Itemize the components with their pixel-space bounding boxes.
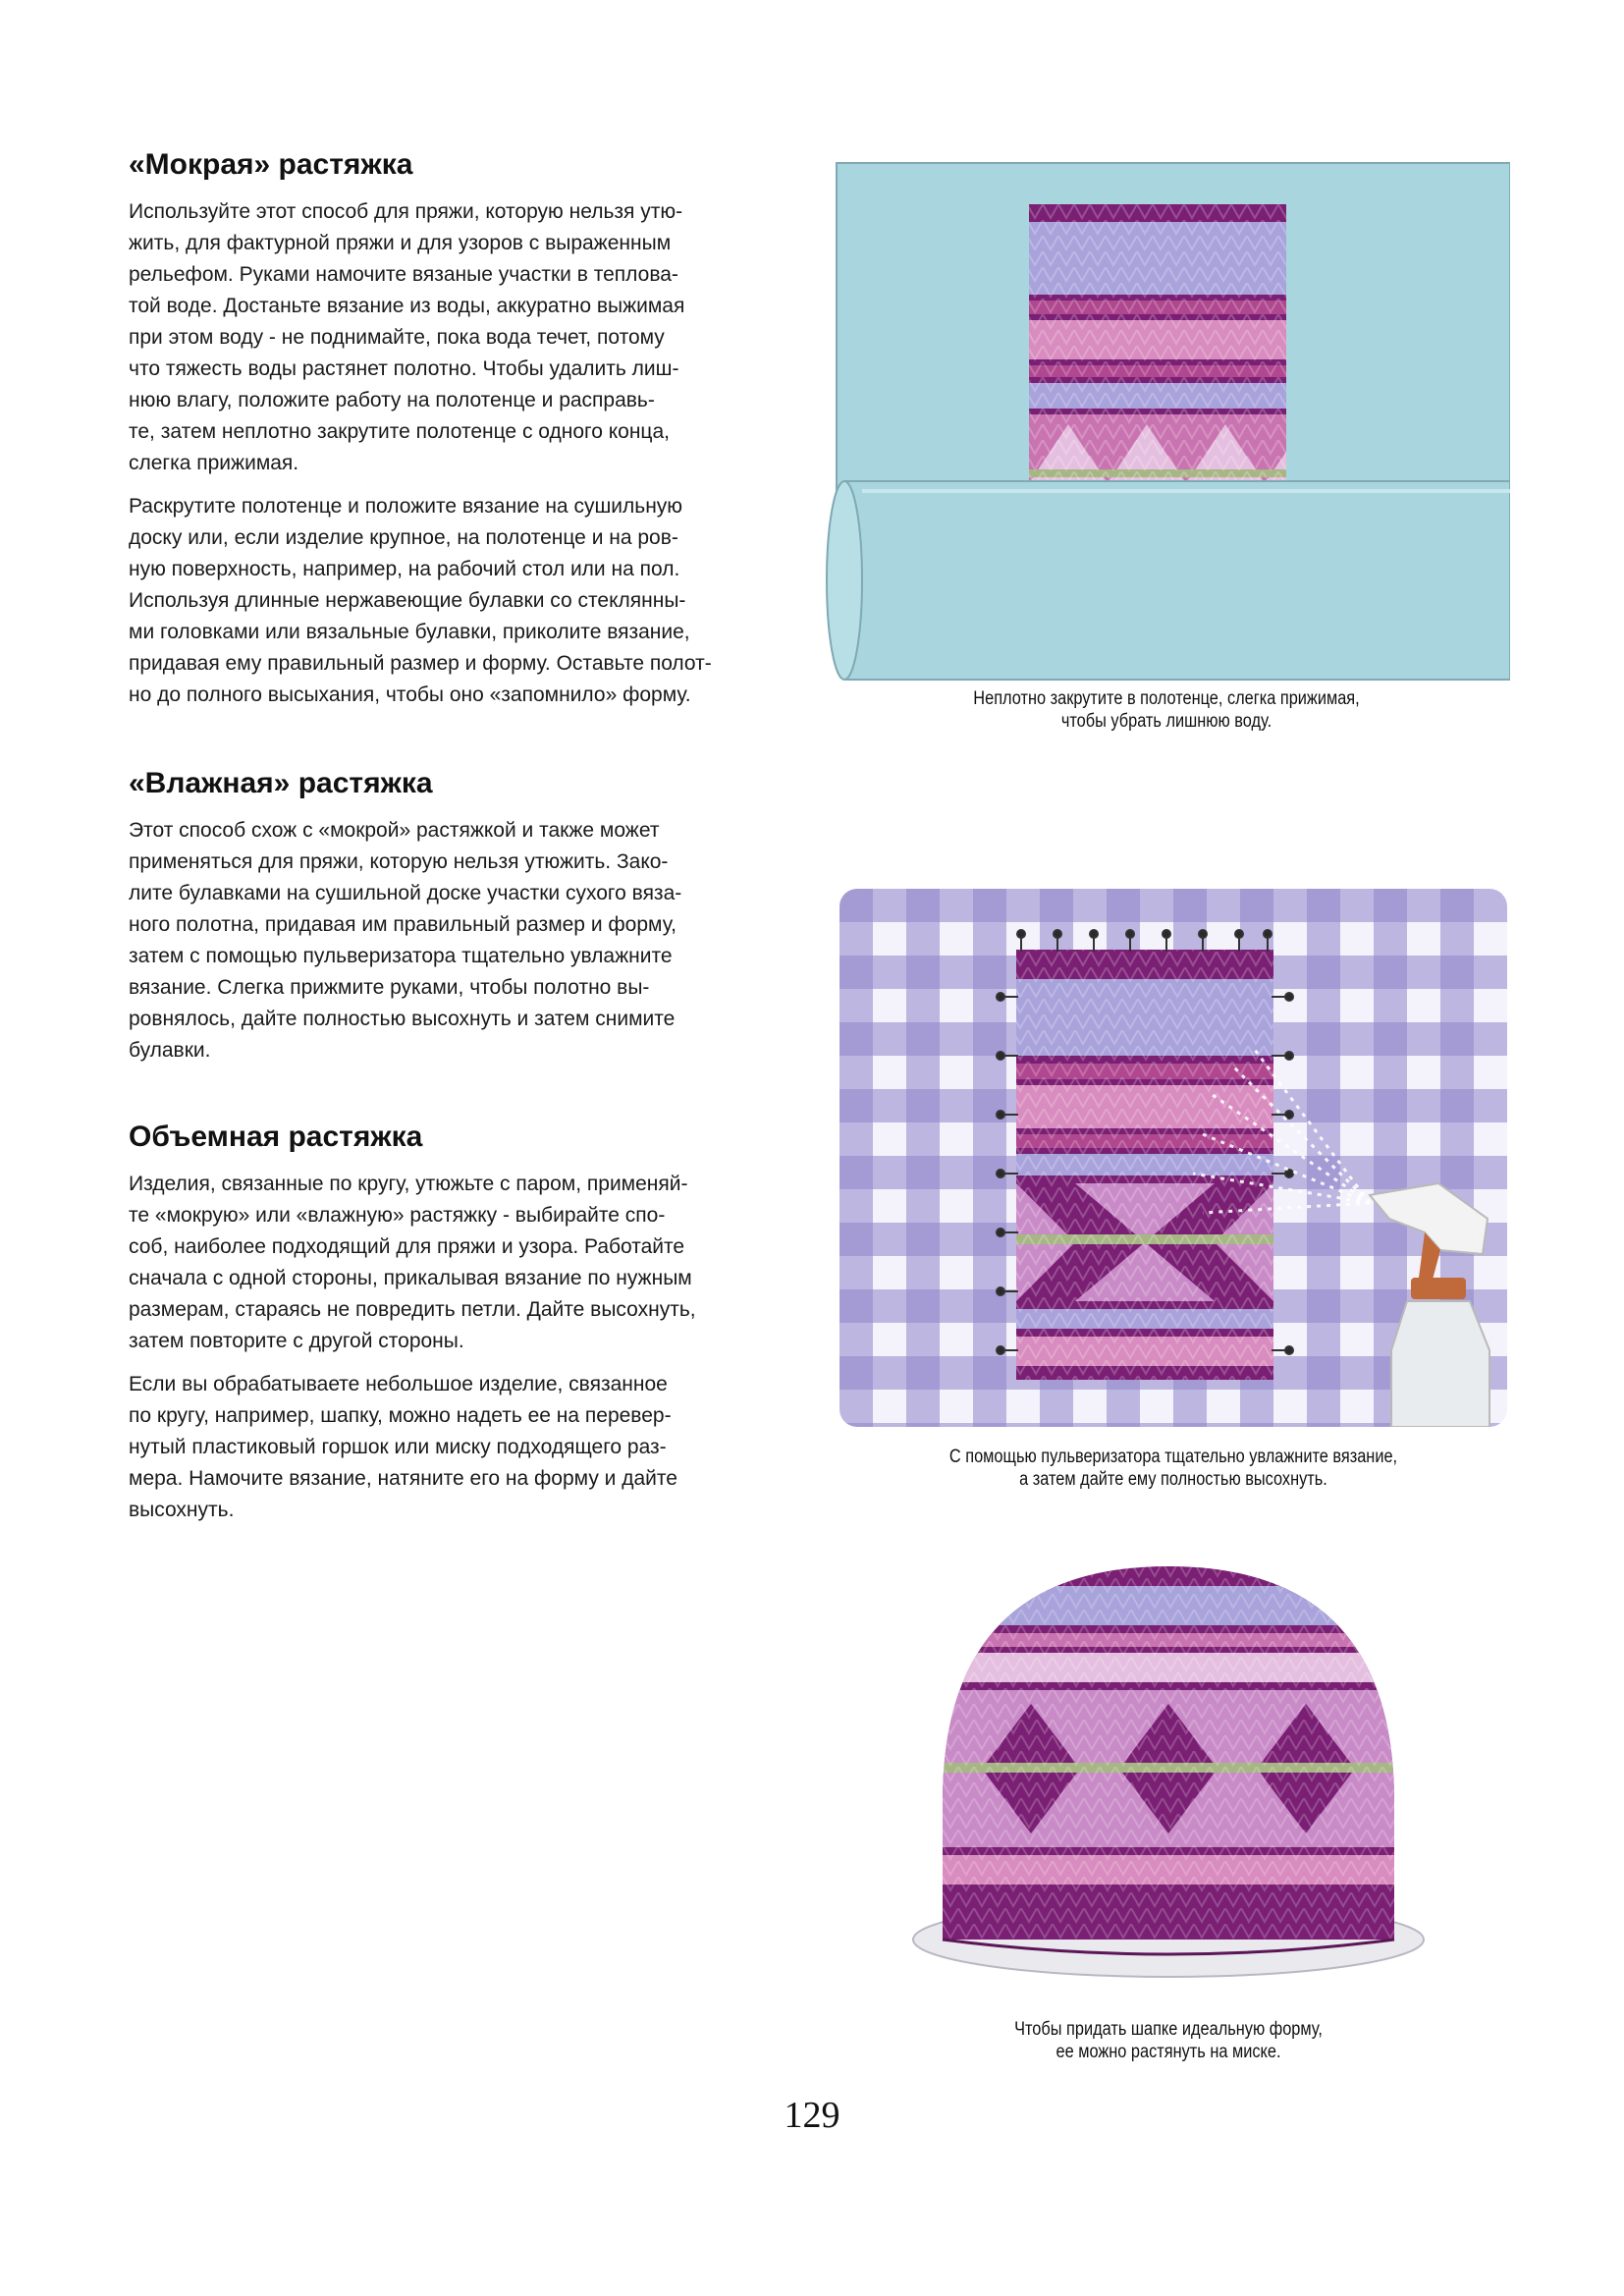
text-line: нюю влагу, положите работу на полотенце и расправь- xyxy=(129,389,655,411)
text-line: Если вы обрабатываете небольшое изделие, связанное xyxy=(129,1373,668,1395)
towel-roll-illustration xyxy=(823,157,1510,717)
section-damp-blocking xyxy=(129,766,806,1078)
text-line: те «мокрую» или «влажную» растяжку - выбирайте спо- xyxy=(129,1204,666,1227)
section-wet-blocking xyxy=(129,147,806,723)
figure-caption xyxy=(887,1446,1461,1491)
section-3d-blocking xyxy=(129,1120,806,1538)
text-line: при этом воду - не поднимайте, пока вода течет, потому xyxy=(129,326,665,349)
caption-line: а затем дайте ему полностью высохнуть. xyxy=(1019,1469,1327,1490)
text-line: слегка прижимая. xyxy=(129,452,299,474)
caption-line: С помощью пульверизатора тщательно увлажните вязание, xyxy=(948,1447,1398,1467)
text-line: Раскрутите полотенце и положите вязание на сушильную xyxy=(129,495,683,518)
text-line: по кругу, например, шапку, можно надеть ее на перевер- xyxy=(129,1404,672,1427)
caption-line: чтобы убрать лишнюю воду. xyxy=(1060,711,1272,732)
page-number: 129 xyxy=(784,2095,840,2136)
text-line: той воде. Достаньте вязание из воды, аккуратно выжимая xyxy=(129,295,685,317)
text-line: лите булавками на сушильной доске участки сухого вяза- xyxy=(129,882,682,904)
text-line: вязание. Слегка прижмите руками, чтобы полотно вы- xyxy=(129,976,650,999)
text-line: придавая ему правильный размер и форму. Оставьте полот- xyxy=(129,652,712,675)
knitted-hat xyxy=(923,1547,1414,1959)
text-line: высохнуть. xyxy=(129,1499,235,1521)
text-line: ми головками или вязальные булавки, приколите вязание, xyxy=(129,621,690,643)
section-title: «Мокрая» растяжка xyxy=(129,148,413,181)
paragraph xyxy=(129,196,806,479)
paragraph xyxy=(129,1369,806,1526)
text-line: жить, для фактурной пряжи и для узоров с выраженным xyxy=(129,232,672,254)
text-line: ную поверхность, например, на рабочий стол или на пол. xyxy=(129,558,680,580)
text-line: Используйте этот способ для пряжи, которую нельзя утю- xyxy=(129,200,683,223)
text-line: применяться для пряжи, которую нельзя утюжить. Зако- xyxy=(129,850,669,873)
caption-line: ее можно растянуть на миске. xyxy=(1056,2042,1281,2062)
text-line: булавки. xyxy=(129,1039,211,1062)
text-line: Изделия, связанные по кругу, утюжьте с паром, применяй- xyxy=(129,1173,688,1195)
text-line: затем с помощью пульверизатора тщательно увлажните xyxy=(129,945,673,967)
text-line: те, затем неплотно закрутите полотенце с одного конца, xyxy=(129,420,670,443)
spray-blocking-illustration xyxy=(839,889,1507,1427)
caption-line: Неплотно закрутите в полотенце, слегка прижимая, xyxy=(973,688,1360,709)
figure-hat-on-bowl xyxy=(864,1547,1473,1989)
paragraph xyxy=(129,1169,806,1357)
text-line: что тяжесть воды растянет полотно. Чтобы удалить лиш- xyxy=(129,357,679,380)
rolled-towel xyxy=(827,481,1510,680)
figure-spray-blocking xyxy=(839,889,1507,1427)
text-line: Используя длинные нержавеющие булавки со стеклянны- xyxy=(129,589,686,612)
text-line: мера. Намочите вязание, натяните его на форму и дайте xyxy=(129,1467,677,1490)
text-line: доску или, если изделие крупное, на полотенце и на ров- xyxy=(129,526,678,549)
text-line: соб, наиболее подходящий для пряжи и узора. Работайте xyxy=(129,1235,685,1258)
text-line: нутый пластиковый горшок или миску подходящего раз- xyxy=(129,1436,667,1458)
text-line: рельефом. Руками намочите вязаные участки в теплова- xyxy=(129,263,678,286)
caption-line: Чтобы придать шапке идеальную форму, xyxy=(1014,2019,1323,2040)
text-line: сначала с одной стороны, прикалывая вязание по нужным xyxy=(129,1267,692,1289)
figure-caption xyxy=(871,687,1462,733)
text-line: размерам, стараясь не повредить петли. Дайте высохнуть, xyxy=(129,1298,696,1321)
text-line: ного полотна, придавая им правильный размер и форму, xyxy=(129,913,677,936)
section-title: Объемная растяжка xyxy=(129,1121,423,1153)
figure-caption xyxy=(906,2018,1430,2063)
knitted-swatch xyxy=(1029,204,1286,491)
hat-on-bowl-illustration xyxy=(864,1547,1473,1989)
text-line: но до полного высыхания, чтобы оно «запомнило» форму. xyxy=(129,683,691,706)
paragraph xyxy=(129,815,806,1066)
text-line: Этот способ схож с «мокрой» растяжкой и также может xyxy=(129,819,660,842)
text-line: ровнялось, дайте полностью высохнуть и затем снимите xyxy=(129,1008,676,1030)
knitted-swatch xyxy=(1016,950,1273,1380)
text-line: затем повторите с другой стороны. xyxy=(129,1330,464,1352)
paragraph xyxy=(129,491,806,711)
section-title: «Влажная» растяжка xyxy=(129,767,433,799)
figure-towel-roll xyxy=(823,157,1510,717)
